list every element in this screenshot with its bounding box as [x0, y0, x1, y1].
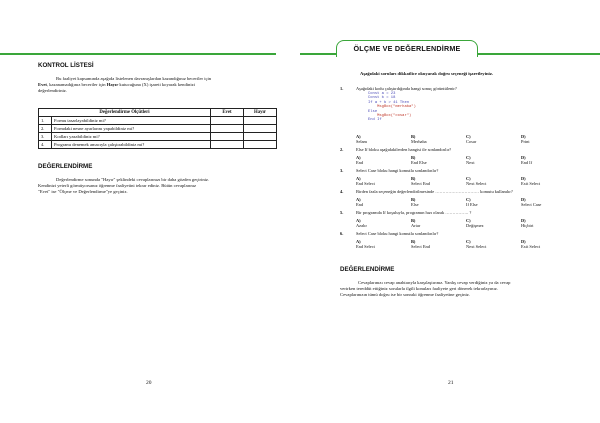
header-title: ÖLÇME VE DEĞERLENDİRME [353, 44, 461, 53]
option-c[interactable]: C) Next [466, 155, 475, 165]
question-5 [340, 210, 570, 228]
question-number: 1. [340, 86, 344, 91]
option-c[interactable]: C) Next Select [466, 176, 487, 186]
option-a[interactable]: A) Selam [356, 134, 367, 144]
options-row [356, 134, 576, 144]
options-row [356, 155, 576, 165]
evaluation-line3: Cevaplarınızın tümü doğru ise bir sonraki öğrenme faaliyetine geçiniz. [340, 292, 470, 298]
table-row [39, 125, 277, 133]
option-a[interactable]: A) End [356, 197, 364, 207]
option-b[interactable]: B) Else [411, 197, 419, 207]
evaluation-line1: Cevaplarınızı cevap anahtarıyla karşılaştırınız. Yanlış cevap verdiğiniz ya da cevap [358, 280, 511, 285]
question-3 [340, 168, 570, 186]
table-row [39, 117, 277, 125]
evaluation-title: DEĞERLENDİRME [340, 266, 395, 273]
option-b[interactable]: B) Merhaba [411, 134, 427, 144]
table-row [39, 141, 277, 149]
option-d[interactable]: D) Exit Select [521, 239, 541, 249]
code-line: Const a = 23 [368, 92, 396, 96]
question-text: Else If bloku aşağıdakilerden hangisi ile sonlandırılır? [356, 147, 452, 152]
code-block [368, 92, 416, 123]
option-c[interactable]: C) Cosar [466, 134, 477, 144]
page-number: 20 [146, 380, 152, 386]
yes-checkbox-cell[interactable] [211, 125, 244, 133]
option-a[interactable]: A) End [356, 155, 364, 165]
no-checkbox-cell[interactable] [244, 117, 277, 125]
option-a[interactable]: A) Azalır [356, 218, 367, 228]
yes-header: Evet [211, 109, 244, 117]
evaluation-line3: "Evet" ise "Ölçme ve Değerlendirme"ye geçiniz. [38, 189, 128, 195]
question-2 [340, 147, 570, 165]
option-d[interactable]: D) Hiçbiri [521, 218, 534, 228]
yes-checkbox-cell[interactable] [211, 117, 244, 125]
evaluation-line2: Kendinizi yeterli görmüyorsanız öğrenme faaliyetini tekrar ediniz. Bütün cevaplarınız [38, 183, 197, 189]
code-line: MsgBox("merhaba") [368, 105, 416, 110]
row-number: 3. [39, 133, 52, 141]
option-d[interactable]: D) Print [521, 134, 530, 144]
evaluation-text [38, 177, 264, 196]
question-number: 2. [340, 147, 344, 152]
question-number: 4. [340, 189, 344, 194]
row-criterion: Programı denemek amacıyla çalıştırabildiniz mi? [52, 141, 211, 149]
no-header: Hayır [244, 109, 277, 117]
quiz-intro: Aşağıdaki soruları dikkatlice okuyarak doğru seçeneği işaretleyiniz. [360, 71, 494, 76]
row-number: 4. [39, 141, 52, 149]
options-row [356, 176, 576, 186]
code-line: If a + b > 41 Then [368, 100, 410, 105]
code-line: End If [368, 118, 382, 123]
no-checkbox-cell[interactable] [244, 141, 277, 149]
question-number: 5. [340, 210, 344, 215]
question-6 [340, 231, 570, 249]
question-text: Select Case bloku hangi komutla sonlandırılır? [356, 231, 439, 236]
no-checkbox-cell[interactable] [244, 133, 277, 141]
question-number: 6. [340, 231, 344, 236]
option-b[interactable]: B) Artar [411, 218, 421, 228]
question-text: Select Case bloku hangi komutla sonlandırılır? [356, 168, 439, 173]
question-text: Bir programda If koşuluyla, programın hızı olarak ……………. ? [356, 210, 472, 215]
options-row [356, 239, 576, 249]
row-criterion: Formdaki nesne ayarlarını yapabildiniz mi? [52, 125, 211, 133]
code-line: MsgBox("cosar") [368, 114, 412, 119]
question-text: Aşağıdaki kodu çalıştırdığında hangi sonuç görüntülenir? [356, 86, 457, 91]
row-criterion: Kodları yazabildiniz mi? [52, 133, 211, 141]
left-header-rule [0, 53, 276, 55]
header-tab [336, 40, 478, 57]
options-row [356, 218, 576, 228]
criteria-header: Değerlendirme Ölçütleri [39, 109, 211, 117]
option-b[interactable]: B) Select End [411, 239, 430, 249]
question-1 [340, 86, 570, 144]
yes-checkbox-cell[interactable] [211, 141, 244, 149]
checklist-table [38, 108, 277, 149]
page-number: 21 [448, 380, 454, 386]
right-page [300, 0, 600, 423]
checklist-instructions-line3: değerlendiriniz. [38, 88, 67, 94]
yes-checkbox-cell[interactable] [211, 133, 244, 141]
option-c[interactable]: C) Değişmez [466, 218, 484, 228]
evaluation-title: DEĞERLENDİRME [38, 163, 93, 170]
option-d[interactable]: D) End If [521, 155, 533, 165]
option-d[interactable]: D) Exit Select [521, 176, 541, 186]
row-number: 1. [39, 117, 52, 125]
options-row [356, 197, 576, 207]
instr-part: kutucuğuna (X) işareti koyarak kendinizi [119, 82, 195, 88]
checklist-title: KONTROL LİSTESİ [38, 62, 94, 69]
no-keyword: Hayır [106, 82, 119, 88]
option-c[interactable]: C) If Else [466, 197, 478, 207]
checklist-instructions-line1: Bu faaliyet kapsamında aşağıda listelenen davranışlardan kazandığınız beceriler için [56, 76, 212, 81]
code-line: Const b = 18 [368, 96, 396, 101]
checklist-instructions [38, 76, 264, 95]
table-header-row [39, 109, 277, 117]
option-c[interactable]: C) Next Select [466, 239, 487, 249]
option-b[interactable]: B) End Else [411, 155, 427, 165]
table-row [39, 133, 277, 141]
question-number: 3. [340, 168, 344, 173]
question-4 [340, 189, 570, 207]
evaluation-line2: verirken tereddüt ettiğiniz sorularla ilgili konuları faaliyete geri dönerek tekrarlayınız. [340, 286, 498, 292]
evaluation-line1: Değerlendirme sonunda "Hayır" şeklindeki cevaplarınızı bir daha gözden geçiriniz. [56, 177, 210, 182]
option-a[interactable]: A) End Select [356, 176, 375, 186]
instr-part: , kazanamadığınız beceriler için [46, 82, 106, 88]
option-a[interactable]: A) End Select [356, 239, 375, 249]
row-criterion: Formu tasarlayabildiniz mi? [52, 117, 211, 125]
question-text: Birden fazla seçeneğin değerlendirilmesinde ………………………… komutu kullanılır? [356, 189, 513, 194]
no-checkbox-cell[interactable] [244, 125, 277, 133]
code-line: Else [368, 109, 378, 114]
row-number: 2. [39, 125, 52, 133]
option-d[interactable]: D) Select Case [521, 197, 542, 207]
yes-keyword: Evet [38, 82, 47, 88]
option-b[interactable]: B) Select End [411, 176, 430, 186]
evaluation-text [340, 280, 566, 299]
